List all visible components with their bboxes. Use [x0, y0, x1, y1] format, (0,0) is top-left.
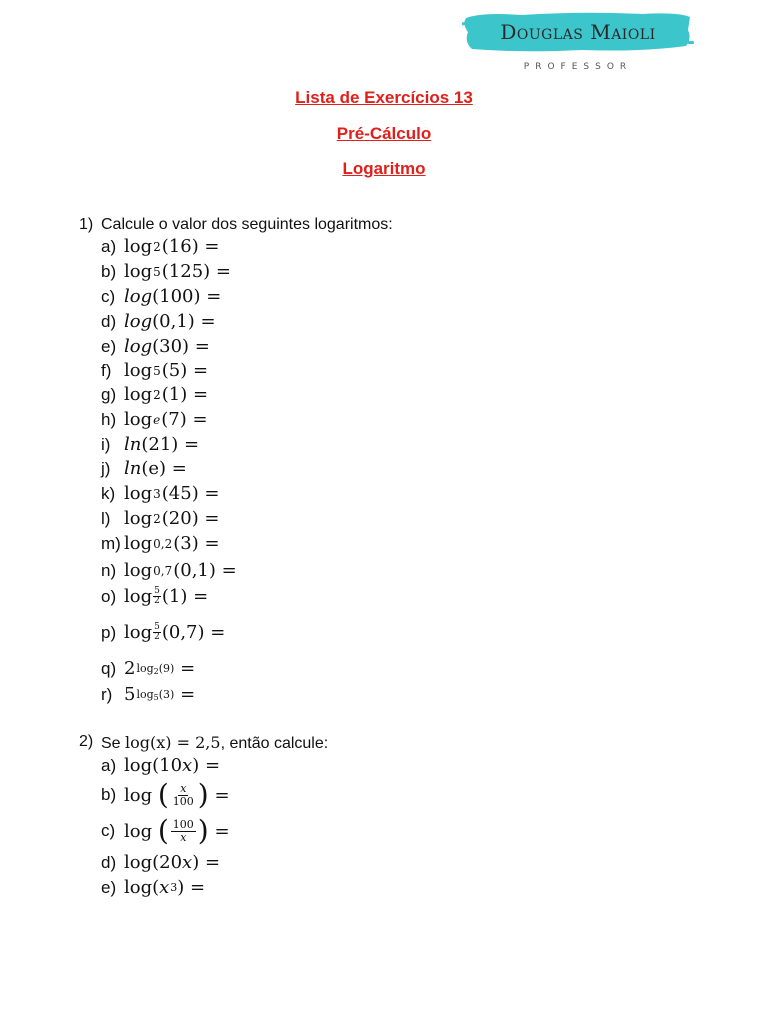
logo-name: Douglas Maioli	[500, 20, 656, 44]
list-item: c) log ( $\frac{100}{x}$ ) =	[101, 814, 230, 847]
logo-subtitle: PROFESSOR	[523, 62, 633, 72]
title-topic: Logaritmo	[342, 159, 426, 178]
list-item: o) log 5 2 (1) =	[101, 586, 209, 607]
list-item: h) log e (7) =	[101, 409, 208, 430]
list-item: i) ln (21) =	[101, 434, 200, 455]
list-item: j) ln (e) =	[101, 458, 187, 479]
list-item: n) log 0,7 (0,1) =	[101, 560, 237, 581]
list-item: p) log 5 2 (0,7) =	[101, 622, 226, 643]
list-item: f) log 5 (5) =	[101, 360, 209, 381]
list-item: b) log ( $\frac{x}{100}$ ) =	[101, 778, 230, 811]
question-2-text: Se log(x) = 2,5, então calcule:	[101, 733, 329, 752]
list-item: d) log(20 x ) =	[101, 852, 221, 873]
list-item: d) log (0,1) =	[101, 311, 216, 332]
list-item: l) log 2 (20) =	[101, 508, 220, 529]
list-item: g) log 2 (1) =	[101, 384, 209, 405]
list-item: q) 2 log2(9) =	[101, 658, 196, 679]
question-1-number: 1)	[79, 216, 94, 233]
list-item: k) log 3 (45) =	[101, 483, 220, 504]
question-1-text: Calcule o valor dos seguintes logaritmos:	[101, 216, 393, 233]
list-item: c) log (100) =	[101, 286, 222, 307]
title-list: Lista de Exercícios 13	[295, 88, 473, 107]
title-course: Pré-Cálculo	[336, 124, 432, 143]
list-item: b) log 5 (125) =	[101, 261, 231, 282]
question-2-number: 2)	[79, 733, 94, 750]
list-item: e) log (30) =	[101, 336, 210, 357]
list-item: a) log 2 (16) =	[101, 236, 220, 257]
list-item: a) log(10 x ) =	[101, 755, 221, 776]
list-item: e) log( x 3 ) =	[101, 877, 206, 898]
list-item: m) log 0,2 (3) =	[101, 533, 220, 554]
logo	[462, 10, 694, 72]
list-item: r) 5 log5(3) =	[101, 684, 196, 705]
